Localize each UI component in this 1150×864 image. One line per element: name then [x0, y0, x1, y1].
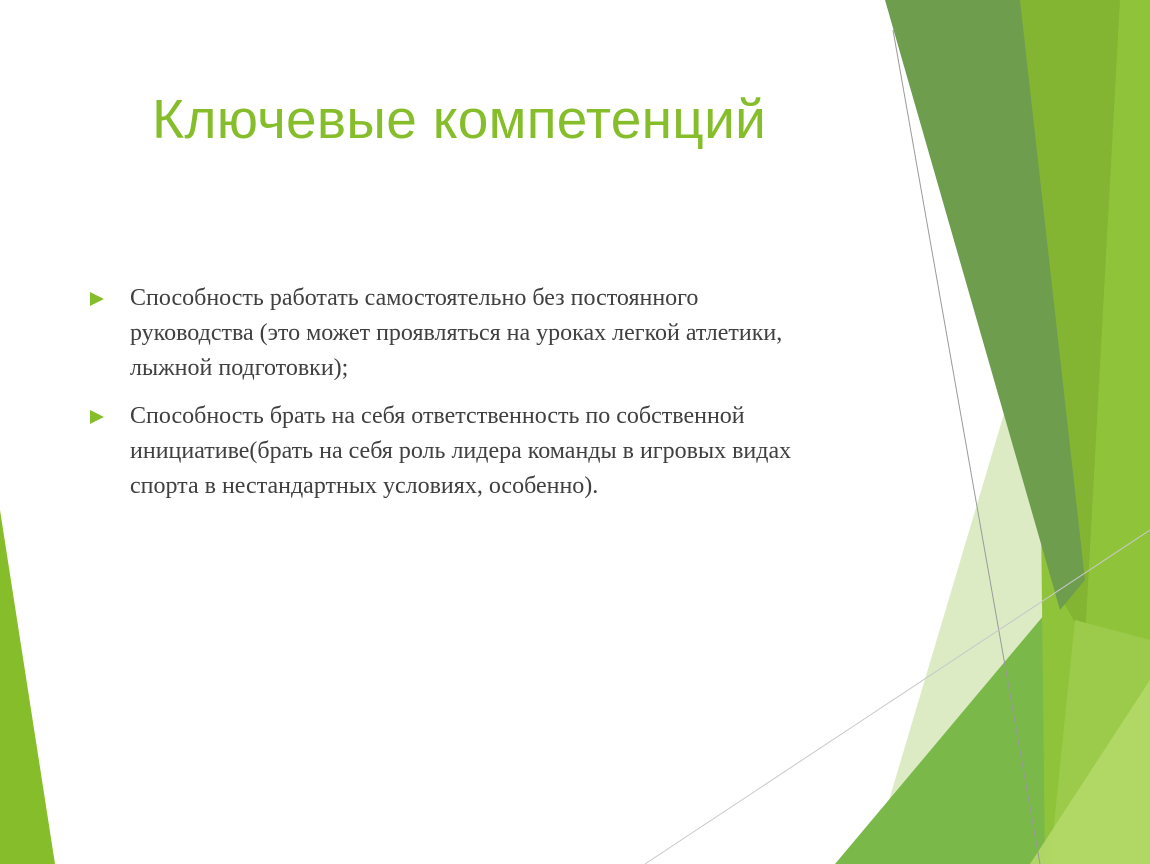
bullet-text: Способность брать на себя ответственность по собственной инициативе(брать на себя роль лидера команды в игровых видах спорта в нестандартных условиях, особенно). [130, 403, 792, 499]
bullet-arrow-icon [90, 292, 104, 306]
bullet-item [88, 281, 808, 386]
bullet-arrow-icon [90, 410, 104, 424]
slide-title: Ключевые компетенций [152, 88, 767, 150]
bullet-item [88, 399, 808, 504]
bullet-list [88, 281, 808, 517]
bullet-text: Способность работать самостоятельно без постоянного руководства (это может проявляться на уроках легкой атлетики, лыжной подготовки); [130, 285, 783, 381]
left-green-facet [0, 510, 55, 864]
